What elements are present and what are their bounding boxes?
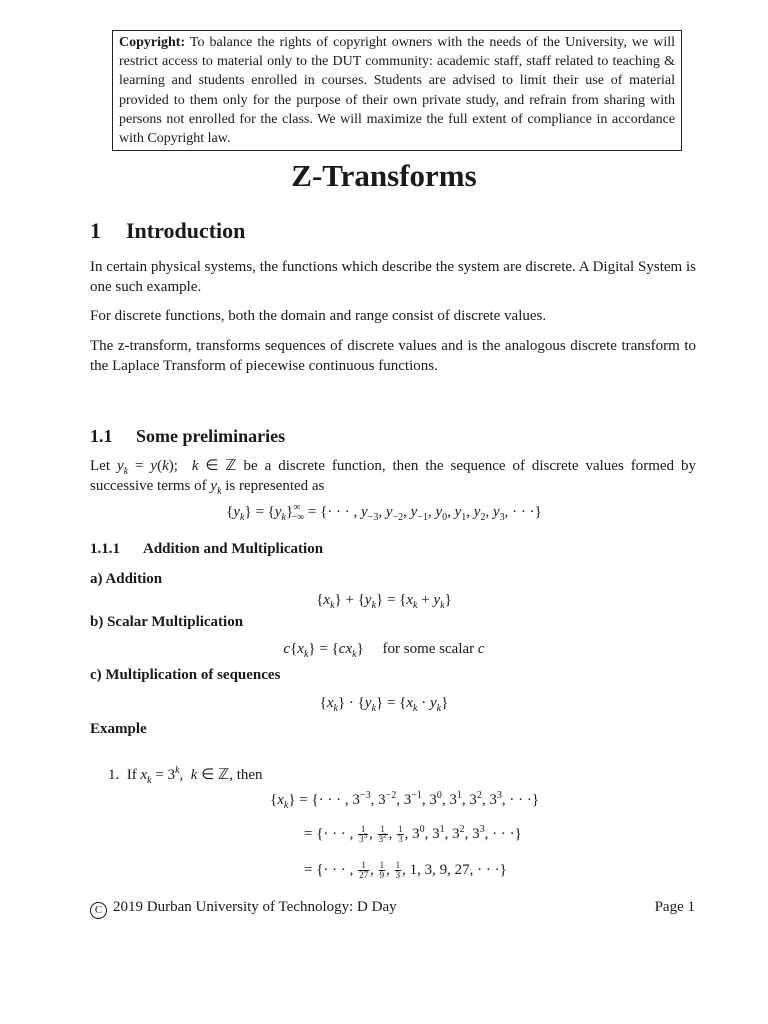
text-then: then bbox=[236, 767, 263, 783]
section-heading-introduction bbox=[90, 218, 245, 244]
list-number: 1. bbox=[108, 767, 120, 783]
copyright-text: To balance the rights of copyright owners with the needs of the University, we will restrict access to material only to the DUT community: academic staff, staff related to teaching & learning and students enrolled in courses. Students are advised to limit their use of material provided to them only for the purpose of their own private study, and refrain from sharing with persons not enrolled for the class. We will maximize the full extent of compliance in accordance with Copyright law. bbox=[119, 35, 676, 147]
page-number: Page 1 bbox=[654, 899, 695, 915]
label-scalar-multiplication: b) Scalar Multiplication bbox=[90, 614, 244, 630]
scalar-multiplication-equation: $c\{x_k\} = \{cx_k\}$ for some scalar c bbox=[283, 641, 485, 660]
intro-paragraph-2: For discrete functions, both the domain and range consist of discrete values. bbox=[90, 308, 547, 324]
label-example: Example bbox=[90, 721, 147, 737]
text-let: Let bbox=[90, 458, 110, 474]
subsection-title: Some preliminaries bbox=[136, 426, 286, 446]
label-multiplication-of-sequences: c) Multiplication of sequences bbox=[90, 667, 281, 683]
footer-text: 2019 Durban University of Technology: D Day bbox=[113, 899, 397, 915]
subsubsection-title: Addition and Multiplication bbox=[143, 541, 324, 557]
example-equation-line-1: $\{x_k\}$ = {· · · , $3^{-3}$, $3^{-2}$, $3^{-1}$, $3^0$, $3^1$, $3^2$, $3^3$, · · ·} bbox=[270, 790, 540, 811]
example-equation-line-2: = {· · · , $\frac{1}{3^3}$ , $\frac{1}{3^2}$ , $\frac{1}{3}$ , $3^0$, $3^1$, $3^2$, $3^3$, · · ·} bbox=[304, 823, 522, 844]
text-represented-as: is represented as bbox=[225, 477, 325, 494]
subsection-number: 1.1 bbox=[90, 426, 113, 446]
preliminaries-paragraph: Let $y_k = y(k)$; k ∈ ℤ be a discrete function, then the sequence of discrete values formed by successive terms of $y_k$ is represented as bbox=[90, 458, 696, 497]
sequence-equation: $\{y_k\} = \{y_k\}^\infty_{-\infty}$ = {· · · , $y_{-3}$, $y_{-2}$, $y_{-1}$, $y_0$, $y_1$, $y_2$, $y_3$, · · ·} bbox=[226, 502, 542, 523]
text-discrete-function: be a discrete function, then the sequence of discrete values formed by successive terms of bbox=[90, 458, 696, 494]
label-addition: a) Addition bbox=[90, 571, 163, 587]
sequence-multiplication-equation: $\{x_k\} \cdot \{y_k\} = \{x_k \cdot y_k\}$ bbox=[319, 695, 449, 714]
addition-equation: $\{x_k\} + \{y_k\} = \{x_k + y_k\}$ bbox=[316, 592, 452, 611]
text-if: If bbox=[126, 767, 137, 783]
copyright-notice bbox=[112, 30, 682, 151]
example-equation-line-3: = {· · · , $\frac{1}{27}$ , $\frac{1}{9}$ , $\frac{1}{3}$ , 1, 3, 9, 27, · · ·} bbox=[304, 860, 507, 880]
section-number: 1 bbox=[90, 218, 101, 243]
subsubsection-heading-addition-multiplication bbox=[90, 541, 323, 558]
intro-paragraph-3: The z-transform, transforms sequences of discrete values and is the analogous discrete transform to the Laplace Transform of piecewise continuous functions. bbox=[90, 338, 696, 374]
section-title: Introduction bbox=[126, 218, 246, 243]
page-title: Z-Transforms bbox=[291, 158, 477, 193]
copyright-label: Copyright: bbox=[119, 35, 186, 50]
intro-paragraph-1: In certain physical systems, the functions which describe the system are discrete. A Digital System is one such example. bbox=[90, 259, 696, 295]
scalar-note: for some scalar bbox=[382, 641, 475, 657]
copyright-icon: C bbox=[90, 902, 107, 919]
footer-copyright bbox=[90, 899, 397, 919]
subsection-heading-preliminaries bbox=[90, 426, 285, 447]
subsubsection-number: 1.1.1 bbox=[90, 541, 120, 557]
example-item-1: 1. If $x_k = 3^k$, k ∈ ℤ, then bbox=[108, 765, 263, 786]
